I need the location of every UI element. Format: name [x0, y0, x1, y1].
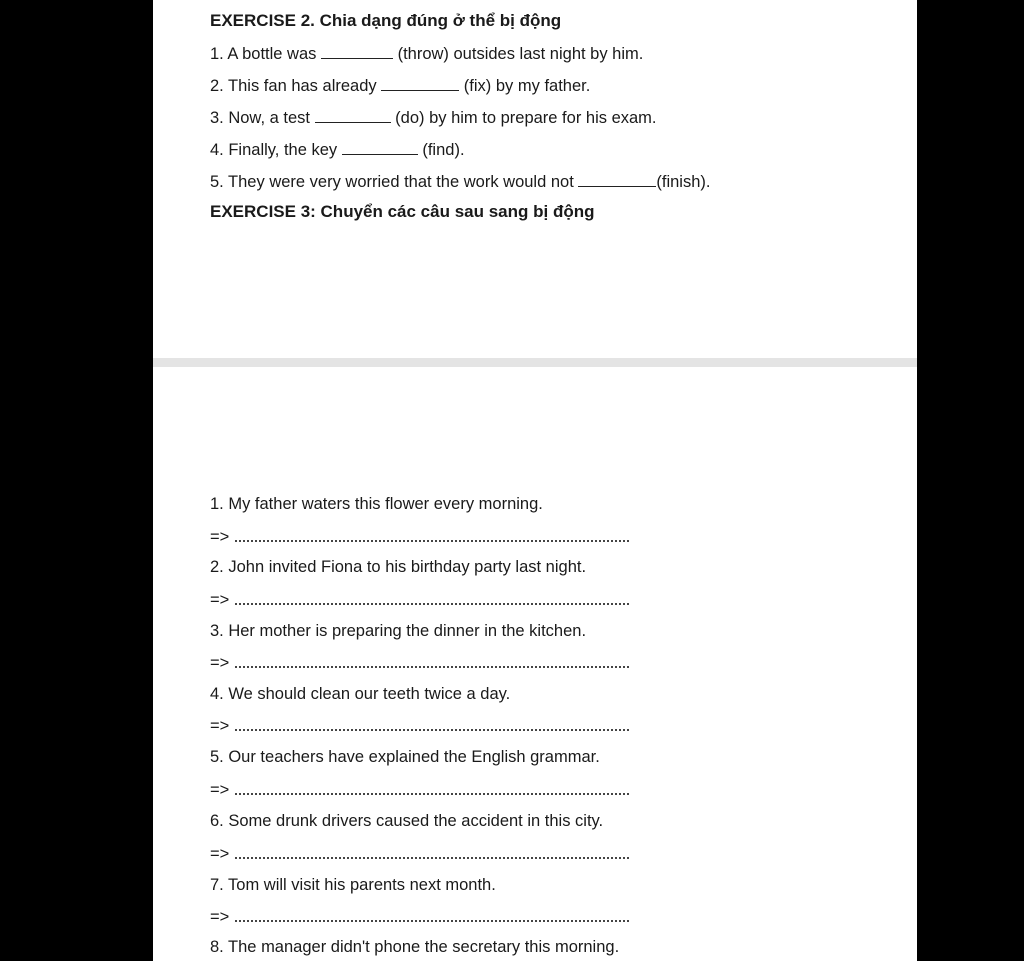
- exercise-3-heading: EXERCISE 3: Chuyển các câu sau sang bị động: [210, 202, 595, 221]
- page-bottom: [153, 367, 917, 961]
- exercise-3-item: 7. Tom will visit his parents next month.: [210, 876, 496, 894]
- exercise-3-item: 4. We should clean our teeth twice a day.: [210, 685, 511, 703]
- exercise-3-item: 6. Some drunk drivers caused the accident in this city.: [210, 812, 604, 830]
- answer-blank: [381, 76, 459, 91]
- answer-line: [210, 653, 629, 673]
- item-text-after: (finish).: [656, 173, 711, 191]
- dotted-answer-blank: [235, 591, 629, 605]
- answer-blank: [342, 140, 418, 155]
- exercise-3-item: 5. Our teachers have explained the English grammar.: [210, 748, 600, 766]
- exercise-3-item: 8. The manager didn't phone the secretary this morning.: [210, 938, 620, 956]
- dotted-answer-blank: [235, 781, 629, 795]
- answer-line: [210, 716, 629, 736]
- exercise-3-item: 2. John invited Fiona to his birthday party last night.: [210, 558, 587, 576]
- dotted-answer-blank: [235, 654, 629, 668]
- item-text-before: 5. They were very worried that the work would not: [210, 173, 579, 191]
- arrow-marker: =>: [210, 781, 230, 799]
- item-text-before: 2. This fan has already: [210, 77, 382, 95]
- page-top: [153, 0, 917, 358]
- item-text-after: (find).: [417, 141, 465, 159]
- answer-line: [210, 780, 629, 800]
- exercise-2-item: [210, 108, 657, 128]
- item-text-before: 1. A bottle was: [210, 45, 321, 63]
- exercise-2-item: [210, 140, 465, 160]
- exercise-3-item: 3. Her mother is preparing the dinner in the kitchen.: [210, 622, 587, 640]
- answer-line: [210, 527, 629, 547]
- dotted-answer-blank: [235, 845, 629, 859]
- answer-line: [210, 907, 629, 927]
- exercise-2-item: [210, 44, 643, 64]
- item-text-before: 4. Finally, the key: [210, 141, 342, 159]
- answer-blank: [315, 108, 391, 123]
- item-text-after: (do) by him to prepare for his exam.: [390, 109, 657, 127]
- arrow-marker: =>: [210, 591, 230, 609]
- answer-line: [210, 590, 629, 610]
- exercise-2-item: [210, 76, 590, 96]
- answer-line: [210, 844, 629, 864]
- arrow-marker: =>: [210, 908, 230, 926]
- arrow-marker: =>: [210, 528, 230, 546]
- dotted-answer-blank: [235, 717, 629, 731]
- answer-blank: [578, 172, 656, 187]
- exercise-2-heading: EXERCISE 2. Chia dạng đúng ở thể bị động: [210, 11, 562, 30]
- dotted-answer-blank: [235, 908, 629, 922]
- dotted-answer-blank: [235, 528, 629, 542]
- arrow-marker: =>: [210, 654, 230, 672]
- exercise-2-item: [210, 172, 710, 192]
- arrow-marker: =>: [210, 717, 230, 735]
- item-text-before: 3. Now, a test: [210, 109, 315, 127]
- page-separator: [153, 358, 917, 367]
- item-text-after: (fix) by my father.: [459, 77, 591, 95]
- exercise-3-item: 1. My father waters this flower every morning.: [210, 495, 543, 513]
- answer-blank: [321, 44, 393, 59]
- item-text-after: (throw) outsides last night by him.: [393, 45, 644, 63]
- arrow-marker: =>: [210, 845, 230, 863]
